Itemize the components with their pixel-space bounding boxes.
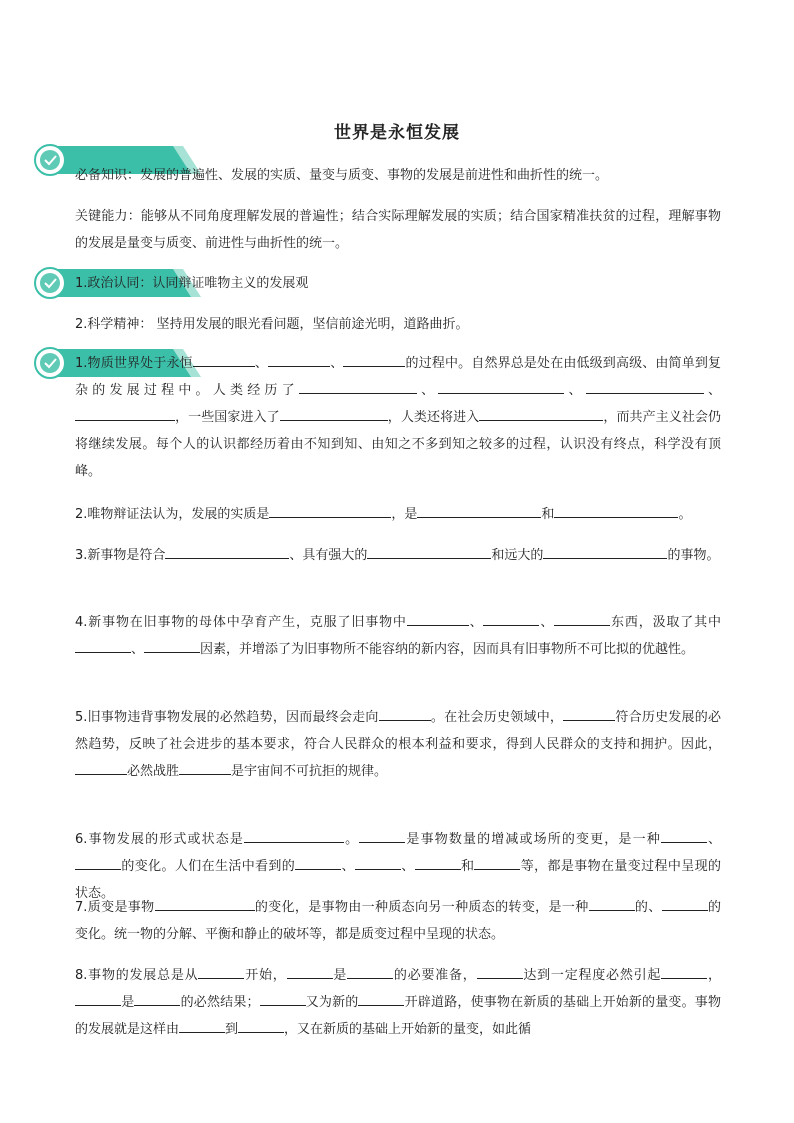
check-icon [40,273,60,293]
blank[interactable] [479,406,603,421]
question-7: 7.质变是事物 的变化，是事物由一种质态向另一种质态的转变，是一种 的、 的变化。统一物的分解、平衡和静止的破坏等，都是质变过程中呈现的状态。 [75,894,721,948]
blank[interactable] [268,352,330,367]
blank[interactable] [198,964,244,979]
blank[interactable] [554,611,610,626]
blank[interactable] [417,503,541,518]
question-8: 8.事物的发展总是从 开始， 是 的必要准备， 达到一定程度必然引起 ，是 的必然结果； 又为新的 开辟道路，使事物在新质的基础上开始新的量变。事物的发展就是这样由 到 ，又在新质的基础上开始新的量变，如此循 [75,962,721,1043]
literacy-political: 1.政治认同：认同辩证唯物主义的发展观 [75,276,309,291]
question-2: 2.唯物辩证法认为，发展的实质是 ，是 和 。 [75,501,721,528]
blank[interactable] [543,544,667,559]
blank[interactable] [165,544,289,559]
blank[interactable] [586,379,704,394]
blank[interactable] [415,855,461,870]
blank[interactable] [238,1018,284,1033]
blank[interactable] [260,991,306,1006]
question-5: 5.旧事物违背事物发展的必然趋势，因而最终会走向 。在社会历史领域中， 符合历史发展的必然趋势，反映了社会进步的基本要求，符合人民群众的根本利益和要求，得到人民群众的支持和拥护。因此，必然战胜 是宇宙间不可抗拒的规律。 [75,704,721,785]
blank[interactable] [358,991,404,1006]
blank[interactable] [407,611,469,626]
blank[interactable] [554,503,678,518]
page-title: 世界是永恒发展 [334,123,460,143]
blank[interactable] [244,828,344,843]
blank[interactable] [287,964,333,979]
blank[interactable] [295,855,341,870]
blank[interactable] [589,896,635,911]
blank[interactable] [661,828,707,843]
blank[interactable] [662,896,708,911]
question-1: 1.物质世界处于永恒 、 、 的过程中。自然界总是处在由低级到高级、由简单到复杂的发展过程中。人类经历了 、 、 、，一些国家进入了 ，人类还将进入 ，而共产主义社会仍将继续发展。每个人的认识都经历着由不知到知、由知之不多到知之较多的过程，认识没有终点，科学没有顶峰。 [75,350,721,485]
blank[interactable] [75,991,121,1006]
blank[interactable] [179,760,231,775]
blank[interactable] [563,706,615,721]
blank[interactable] [477,964,523,979]
blank[interactable] [347,964,393,979]
question-4: 4.新事物在旧事物的母体中孕育产生，克服了旧事物中 、 、 东西，汲取了其中、 因素，并增添了为旧事物所不能容纳的新内容，因而具有旧事物所不可比拟的优越性。 [75,609,721,663]
blank[interactable] [355,855,401,870]
question-6: 6.事物发展的形式或状态是 。 是事物数量的增减或场所的变更，是一种 、的变化。人们在生活中看到的 、 、 和 等，都是事物在量变过程中呈现的状态。 [75,826,721,907]
blank[interactable] [359,828,405,843]
blank[interactable] [343,352,405,367]
blank[interactable] [483,611,539,626]
blank[interactable] [379,706,431,721]
blank[interactable] [75,855,121,870]
required-knowledge: 必备知识：发展的普遍性、发展的实质、量变与质变、事物的发展是前进性和曲折性的统一。 [75,168,609,183]
blank[interactable] [75,406,175,421]
literacy-scientific: 2.科学精神： 坚持用发展的眼光看问题，坚信前途光明，道路曲折。 [75,317,469,332]
blank[interactable] [269,503,391,518]
blank[interactable] [438,379,564,394]
blank[interactable] [155,896,255,911]
blank[interactable] [299,379,417,394]
blank[interactable] [179,1018,225,1033]
blank[interactable] [661,964,707,979]
check-icon [40,150,60,170]
blank[interactable] [193,352,255,367]
blank[interactable] [280,406,388,421]
blank[interactable] [367,544,491,559]
check-icon [40,353,60,373]
blank[interactable] [75,760,127,775]
key-ability: 关键能力：能够从不同角度理解发展的普遍性；结合实际理解发展的实质；结合国家精准扶贫的过程，理解事物的发展是量变与质变、前进性与曲折性的统一。 [75,209,721,251]
blank[interactable] [134,991,180,1006]
blank[interactable] [75,638,131,653]
blank[interactable] [144,638,200,653]
blank[interactable] [474,855,520,870]
question-3: 3.新事物是符合 、具有强大的 和远大的 的事物。 [75,542,721,569]
